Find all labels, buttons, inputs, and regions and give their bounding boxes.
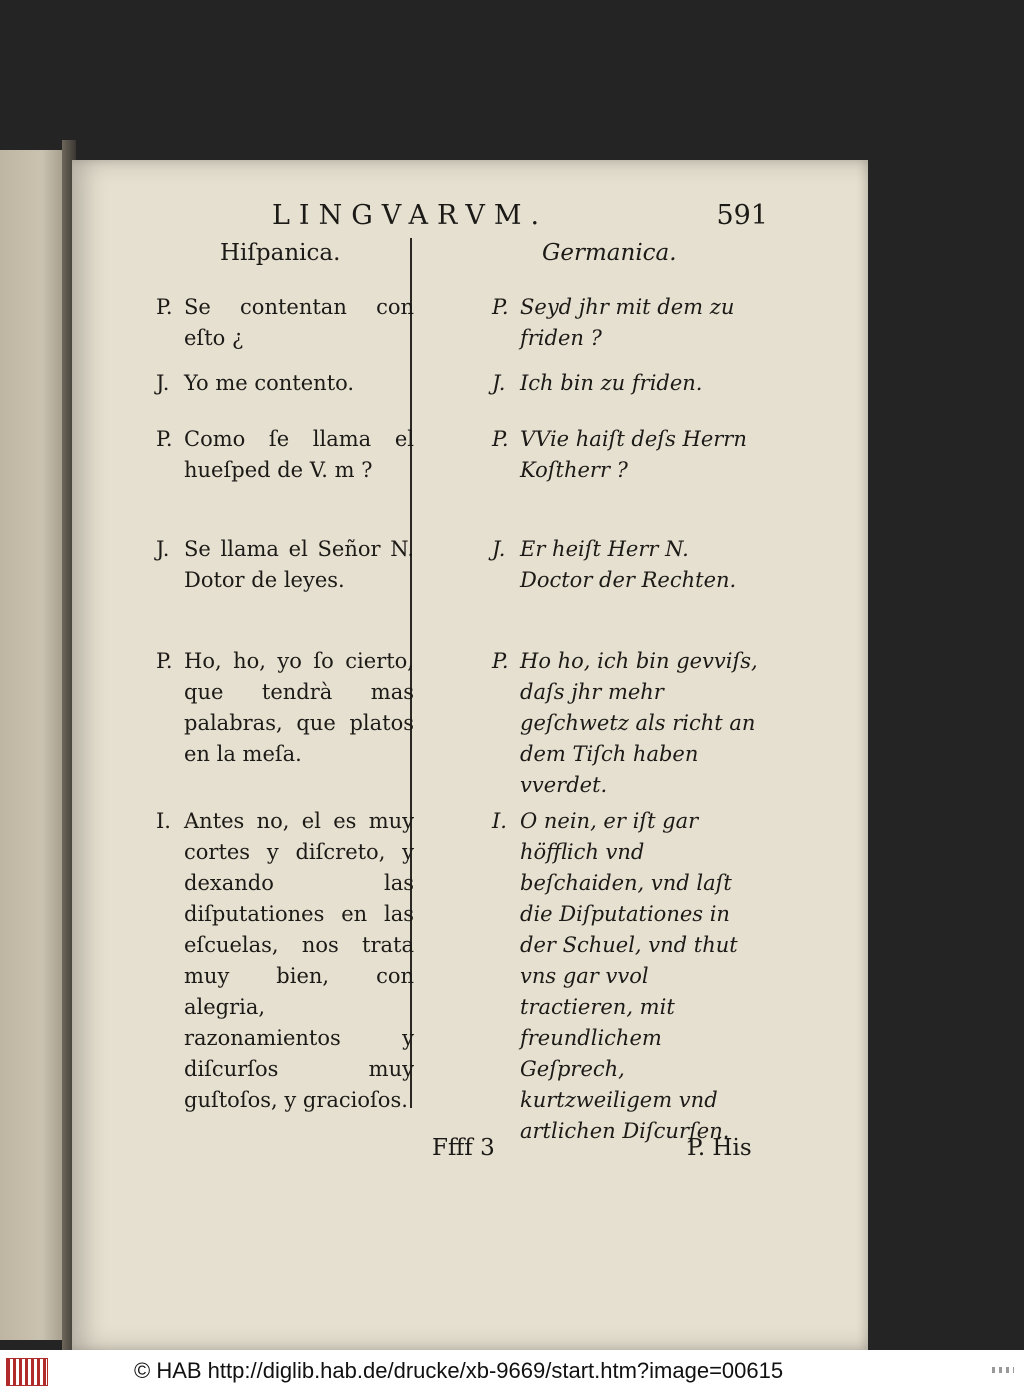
german-text: Seyd jhr mit dem zu friden ? [520,295,735,350]
hab-logo-icon [6,1358,48,1386]
spanish-text: Antes no, el es muy cortes y diſcreto, y dexando las diſputationes en las eſcuelas, nos trata muy bien, con alegria, razonamientos y diſcurſos muy guſtoſos, y gracioſos. [184,809,414,1112]
spanish-line [156,806,414,1116]
spanish-line [156,646,414,770]
running-head: LINGVARVM. [272,200,549,231]
german-line [492,534,762,596]
credit-url[interactable]: © HAB http://diglib.hab.de/drucke/xb-9669/start.htm?image=00615 [134,1358,784,1383]
speaker-label: P. [492,649,509,673]
german-line [492,806,762,1147]
spanish-text: Yo me contento. [184,371,355,395]
column-heading-spanish: Hiſpanica. [220,240,341,266]
speaker-label: P. [492,427,509,451]
page-header [72,200,868,240]
german-line [492,424,762,486]
speaker-label: J. [492,537,506,561]
speaker-label: I. [492,809,507,833]
speaker-label: P. [156,649,173,673]
signature-mark: Ffff 3 [432,1135,495,1161]
speaker-label: J. [156,371,170,395]
spanish-line [156,424,414,486]
spanish-text: Se contentan con eſto ¿ [184,295,414,350]
speaker-label: P. [156,295,173,319]
spanish-text: Se llama el Señor N. Dotor de leyes. [184,537,414,592]
spanish-text: Como ſe llama el hueſped de V. m ? [184,427,414,482]
speaker-label: J. [156,537,170,561]
previous-page-edge [0,150,70,1340]
german-text: VVie haiſt deſs Herrn Koſtherr ? [520,427,747,482]
speaker-label: J. [492,371,506,395]
book-page [72,160,868,1350]
catchword: P. His [687,1135,752,1161]
speaker-label: P. [492,295,509,319]
spanish-line [156,292,414,354]
german-text: Ich bin zu friden. [520,371,703,395]
credit-bar [0,1350,1024,1394]
spanish-text: Ho, ho, yo ſo cierto, que tendrà mas palabras, que platos en la meſa. [184,649,414,766]
column-heading-german: Germanica. [542,240,677,266]
german-text: Er heiſt Herr N. Doctor der Rechten. [520,537,737,592]
speaker-label: I. [156,809,171,833]
german-text: O nein, er iſt gar höfflich vnd beſchaiden, vnd laſt die Diſputationes in der Schuel, vnd thut vns gar vvol tractieren, mit freundlichem Geſprech, kurtzweiligem vnd artlichen Diſcurſen. [520,809,738,1143]
page-number: 591 [716,200,768,231]
menu-dots-icon [992,1367,1014,1373]
spanish-line [156,368,414,399]
speaker-label: P. [156,427,173,451]
german-text: Ho ho, ich bin gevviſs, daſs jhr mehr geſchwetz als richt an dem Tiſch haben vverdet. [520,649,758,797]
german-line [492,646,762,801]
german-line [492,292,762,354]
german-line [492,368,762,399]
spanish-line [156,534,414,596]
